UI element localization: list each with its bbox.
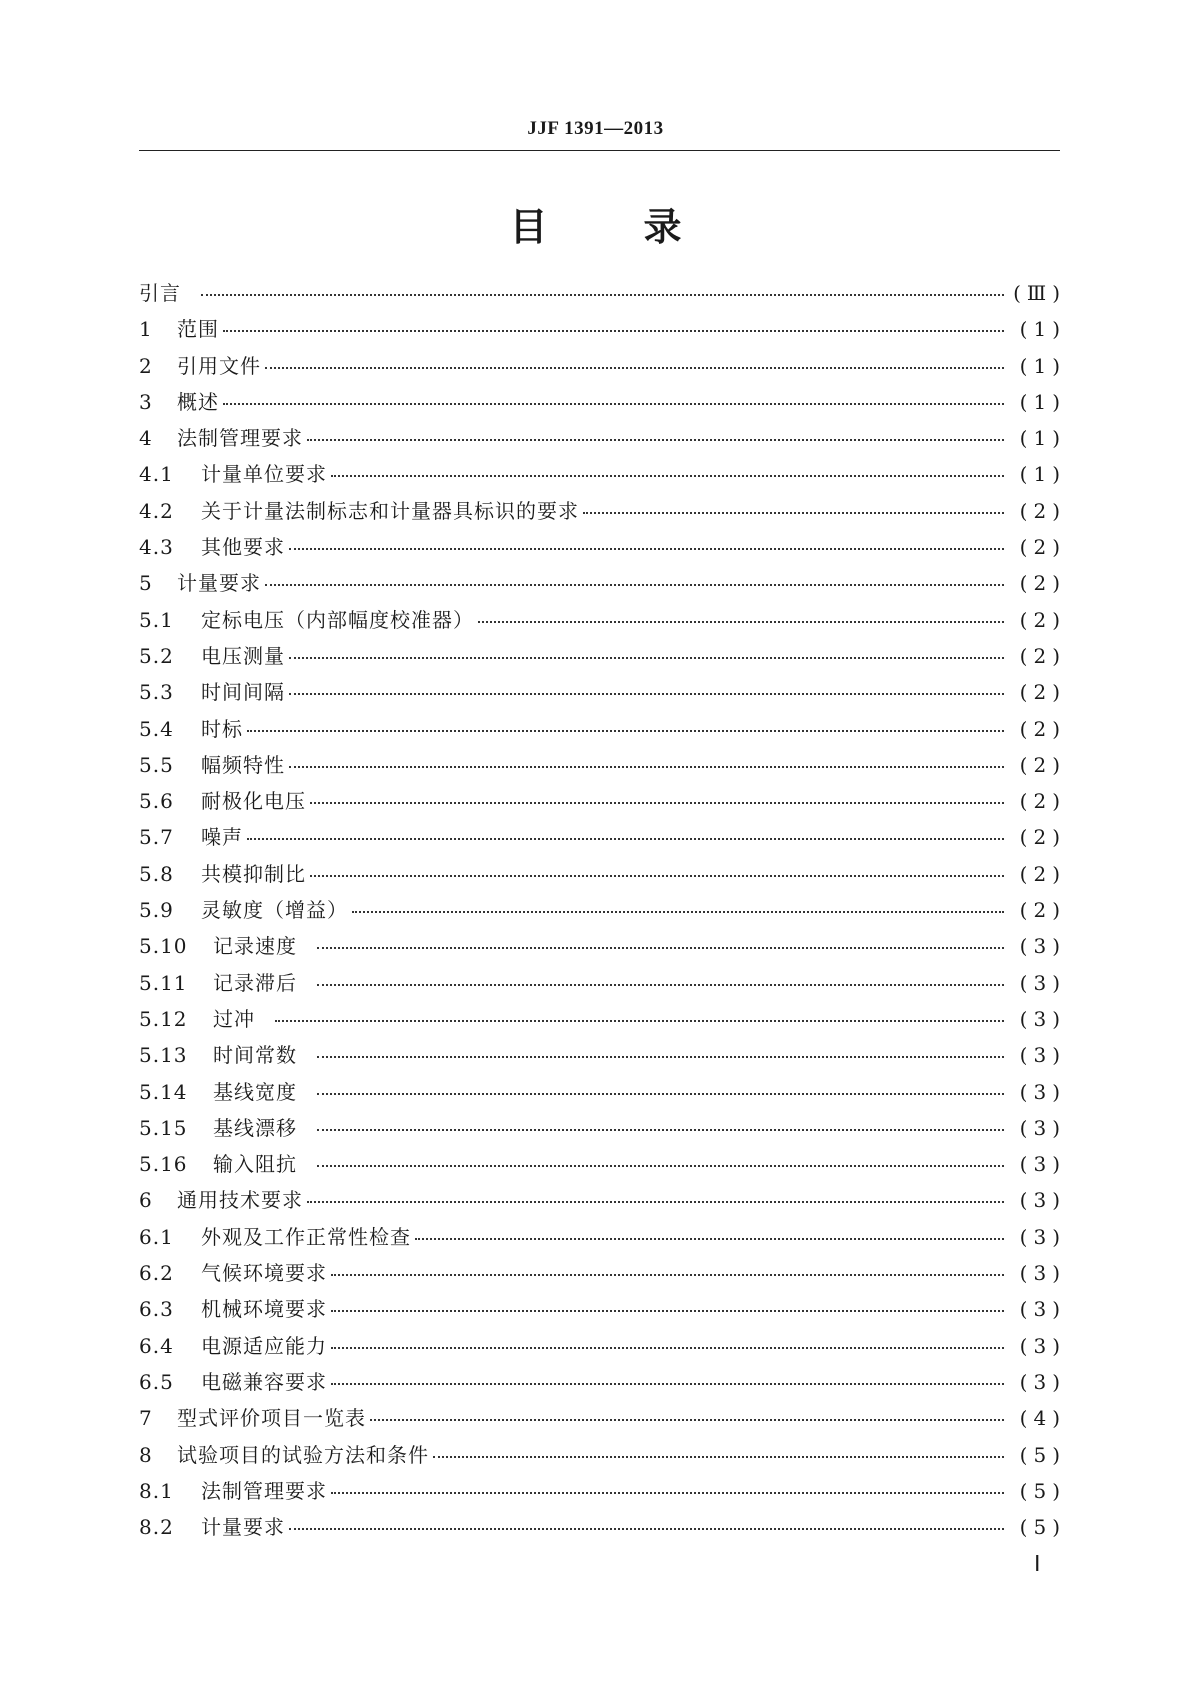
toc-dot-leader: [201, 274, 1004, 296]
toc-entry-title: 计量单位要求: [201, 462, 327, 487]
toc-entry-number: 5.12: [139, 1006, 188, 1031]
toc-entry-number: 5.6: [139, 789, 174, 814]
toc-entry-page: ( 3 ): [1019, 1079, 1060, 1104]
toc-entry[interactable]: [139, 1475, 1060, 1511]
toc-entry-title: 幅频特性: [201, 752, 285, 777]
toc-entry-title: 输入阻抗: [213, 1152, 297, 1177]
toc-entry-title: 共模抑制比: [201, 861, 306, 886]
toc-dot-leader: [370, 1399, 1004, 1421]
toc-entry-page-number: 3: [1033, 1369, 1047, 1394]
toc-dot-leader: [583, 492, 1004, 514]
toc-entry-number: 4.2: [139, 498, 174, 523]
toc-entry-number: 5.3: [139, 680, 174, 705]
toc-entry-title: 型式评价项目一览表: [177, 1406, 366, 1431]
toc-entry-page: ( 1 ): [1019, 389, 1060, 414]
toc-entry-page-number: 2: [1033, 535, 1047, 560]
toc-entry-page-number: 1: [1033, 389, 1047, 414]
toc-entry-page-number: 2: [1033, 825, 1047, 850]
toc-dot-leader: [289, 1508, 1004, 1530]
toc-entry-number: 6: [139, 1188, 153, 1213]
toc-entry-title: 电源适应能力: [201, 1333, 327, 1358]
toc-entry-number: 5.4: [139, 716, 174, 741]
toc-entry[interactable]: [139, 386, 1060, 422]
toc-entry[interactable]: [139, 1184, 1060, 1220]
toc-entry-page: ( 4 ): [1019, 1406, 1060, 1431]
toc-entry-page-number: 2: [1033, 898, 1047, 923]
toc-entry-page: ( 2 ): [1019, 607, 1060, 632]
toc-entry[interactable]: [139, 749, 1060, 785]
toc-entry-page-number: 2: [1033, 498, 1047, 523]
toc-entry[interactable]: [139, 640, 1060, 676]
toc-entry-title: 时间常数: [213, 1043, 297, 1068]
toc-dot-leader: [247, 818, 1004, 840]
toc-dot-leader: [223, 383, 1004, 405]
toc-entry-page-number: 2: [1033, 789, 1047, 814]
toc-dot-leader: [289, 528, 1004, 550]
toc-entry-page: ( 2 ): [1019, 861, 1060, 886]
page-title: [0, 196, 1191, 251]
toc-entry-page: ( 1 ): [1019, 462, 1060, 487]
toc-entry-title: 计量要求: [177, 571, 261, 596]
toc-dot-leader: [223, 310, 1004, 332]
toc-entry-number: 5.9: [139, 898, 174, 923]
toc-entry-number: 6.5: [139, 1369, 174, 1394]
toc-dot-leader: [317, 1109, 1004, 1131]
toc-entry-title: 基线漂移: [213, 1115, 297, 1140]
toc-entry[interactable]: [139, 785, 1060, 821]
toc-dot-leader: [331, 1472, 1004, 1494]
toc-entry[interactable]: [139, 567, 1060, 603]
toc-entry-number: 3: [139, 389, 153, 414]
toc-entry[interactable]: [139, 1148, 1060, 1184]
toc-entry-page: ( 5 ): [1019, 1515, 1060, 1540]
toc-entry-page: ( 3 ): [1019, 1369, 1060, 1394]
toc-entry[interactable]: [139, 894, 1060, 930]
toc-entry-page-number: 4: [1033, 1406, 1047, 1431]
toc-entry-title: 计量要求: [201, 1515, 285, 1540]
toc-entry[interactable]: [139, 1402, 1060, 1438]
toc-entry[interactable]: [139, 967, 1060, 1003]
toc-entry-title: 概述: [177, 389, 219, 414]
toc-entry-page-number: 3: [1033, 1188, 1047, 1213]
toc-entry-page: ( 3 ): [1019, 1043, 1060, 1068]
toc-entry-page: ( 3 ): [1019, 970, 1060, 995]
toc-entry-title: 过冲: [213, 1006, 255, 1031]
toc-dot-leader: [331, 1327, 1004, 1349]
toc-dot-leader: [289, 673, 1004, 695]
toc-entry-page-number: 3: [1033, 1261, 1047, 1286]
toc-dot-leader: [352, 891, 1004, 913]
toc-entry-number: 5.7: [139, 825, 174, 850]
toc-entry-title: 法制管理要求: [201, 1478, 327, 1503]
toc-entry-title: 电压测量: [201, 643, 285, 668]
toc-entry-number: 5.14: [139, 1079, 188, 1104]
toc-entry-page: ( 3 ): [1019, 1297, 1060, 1322]
toc-entry-number: 2: [139, 353, 153, 378]
toc-dot-leader: [433, 1436, 1004, 1458]
toc-entry-page: ( 2 ): [1019, 498, 1060, 523]
toc-entry-page-number: 3: [1033, 1079, 1047, 1104]
toc-entry-number: 8.1: [139, 1478, 174, 1503]
toc-dot-leader: [310, 855, 1004, 877]
toc-entry[interactable]: [139, 495, 1060, 531]
toc-entry[interactable]: [139, 422, 1060, 458]
toc-entry-page-number: 2: [1033, 643, 1047, 668]
toc-entry-title: 气候环境要求: [201, 1261, 327, 1286]
toc-entry-title: 引言: [139, 281, 181, 305]
toc-dot-leader: [331, 455, 1004, 477]
toc-entry-title: 定标电压（内部幅度校准器）: [201, 607, 474, 632]
toc-entry[interactable]: [139, 858, 1060, 894]
toc-dot-leader: [478, 601, 1004, 623]
toc-entry-page-number: 5: [1033, 1442, 1047, 1467]
toc-entry-page-number: 2: [1033, 861, 1047, 886]
toc-entry-page: ( 1 ): [1019, 317, 1060, 342]
toc-dot-leader: [331, 1290, 1004, 1312]
toc-entry-number: 8: [139, 1442, 153, 1467]
toc-entry[interactable]: [139, 277, 1060, 313]
toc-dot-leader: [310, 782, 1004, 804]
toc-entry-title: 其他要求: [201, 535, 285, 560]
toc-dot-leader: [317, 927, 1004, 949]
toc-entry-title: 法制管理要求: [177, 426, 303, 451]
toc-entry-page-number: 3: [1033, 1152, 1047, 1177]
toc-entry-number: 5.11: [139, 970, 188, 995]
toc-entry-page: ( 3 ): [1019, 1224, 1060, 1249]
toc-entry-page: ( 2 ): [1019, 535, 1060, 560]
toc-entry-page-number: 3: [1033, 1115, 1047, 1140]
toc-entry-number: 8.2: [139, 1515, 174, 1540]
toc-entry-number: 6.3: [139, 1297, 174, 1322]
header-rule: [139, 150, 1060, 151]
toc-dot-leader: [317, 1036, 1004, 1058]
toc-dot-leader: [317, 964, 1004, 986]
toc-entry-page: ( 5 ): [1019, 1478, 1060, 1503]
toc-entry-number: 7: [139, 1406, 153, 1431]
toc-entry[interactable]: [139, 676, 1060, 712]
toc-entry-page-number: 3: [1033, 1224, 1047, 1249]
toc-entry-number: 5.5: [139, 752, 174, 777]
toc-entry-number: 6.1: [139, 1224, 174, 1249]
toc-entry-page-number: Ⅲ: [1026, 281, 1047, 305]
toc-entry-page-number: 2: [1033, 571, 1047, 596]
toc-entry-page-number: 3: [1033, 1333, 1047, 1358]
toc-entry-number: 5.16: [139, 1152, 188, 1177]
toc-entry[interactable]: [139, 1221, 1060, 1257]
toc-entry-page: ( 1 ): [1019, 353, 1060, 378]
toc-dot-leader: [331, 1254, 1004, 1276]
toc-entry-page: ( Ⅲ ): [1013, 281, 1060, 305]
toc-entry-title: 记录速度: [213, 934, 297, 959]
title-char-1: 目: [509, 205, 548, 249]
toc-entry-title: 关于计量法制标志和计量器具标识的要求: [201, 498, 579, 523]
toc-entry-title: 记录滞后: [213, 970, 297, 995]
toc-entry-page: ( 2 ): [1019, 825, 1060, 850]
toc-entry-title: 噪声: [201, 825, 243, 850]
toc-entry-page: ( 2 ): [1019, 752, 1060, 777]
toc-entry-number: 4: [139, 426, 153, 451]
toc-entry-page-number: 2: [1033, 716, 1047, 741]
toc-entry-page-number: 5: [1033, 1478, 1047, 1503]
toc-entry-page-number: 1: [1033, 462, 1047, 487]
toc-entry-title: 时标: [201, 716, 243, 741]
toc-entry-page-number: 3: [1033, 970, 1047, 995]
toc-entry-page-number: 2: [1033, 752, 1047, 777]
toc-dot-leader: [275, 1000, 1004, 1022]
toc-entry[interactable]: [139, 350, 1060, 386]
toc-entry[interactable]: [139, 1293, 1060, 1329]
toc-entry-page-number: 2: [1033, 607, 1047, 632]
toc-entry-page-number: 3: [1033, 934, 1047, 959]
toc-entry-page: ( 3 ): [1019, 1333, 1060, 1358]
toc-entry-page: ( 1 ): [1019, 426, 1060, 451]
toc-dot-leader: [265, 347, 1004, 369]
toc-entry-page: ( 2 ): [1019, 898, 1060, 923]
toc-entry[interactable]: [139, 1003, 1060, 1039]
toc-entry[interactable]: [139, 1511, 1060, 1547]
toc-entry-page-number: 5: [1033, 1515, 1047, 1540]
table-of-contents: [139, 277, 1060, 1547]
toc-entry-title: 范围: [177, 317, 219, 342]
toc-entry-number: 6.4: [139, 1333, 174, 1358]
toc-entry-title: 基线宽度: [213, 1079, 297, 1104]
toc-entry-number: 5: [139, 571, 153, 596]
toc-entry[interactable]: [139, 313, 1060, 349]
toc-entry-page-number: 1: [1033, 353, 1047, 378]
toc-entry-number: 6.2: [139, 1261, 174, 1286]
toc-entry-page: ( 3 ): [1019, 1188, 1060, 1213]
toc-entry-page-number: 1: [1033, 426, 1047, 451]
toc-entry-number: 5.10: [139, 934, 188, 959]
toc-entry-number: 5.8: [139, 861, 174, 886]
toc-entry-page: ( 2 ): [1019, 716, 1060, 741]
toc-entry-page: ( 5 ): [1019, 1442, 1060, 1467]
toc-entry-number: 4.1: [139, 462, 174, 487]
toc-entry-title: 机械环境要求: [201, 1297, 327, 1322]
toc-entry[interactable]: [139, 821, 1060, 857]
toc-dot-leader: [307, 419, 1004, 441]
toc-entry-title: 灵敏度（增益）: [201, 898, 348, 923]
toc-entry-title: 时间间隔: [201, 680, 285, 705]
toc-dot-leader: [317, 1073, 1004, 1095]
toc-entry-number: 5.1: [139, 607, 174, 632]
toc-entry[interactable]: [139, 1439, 1060, 1475]
toc-dot-leader: [331, 1363, 1004, 1385]
toc-dot-leader: [307, 1181, 1004, 1203]
toc-entry-page-number: 2: [1033, 680, 1047, 705]
toc-entry[interactable]: [139, 458, 1060, 494]
toc-dot-leader: [265, 564, 1004, 586]
toc-entry-page: ( 3 ): [1019, 934, 1060, 959]
toc-dot-leader: [415, 1218, 1004, 1240]
toc-entry[interactable]: [139, 1112, 1060, 1148]
toc-entry[interactable]: [139, 1039, 1060, 1075]
toc-entry-title: 试验项目的试验方法和条件: [177, 1442, 429, 1467]
toc-dot-leader: [289, 746, 1004, 768]
toc-entry-title: 外观及工作正常性检查: [201, 1224, 411, 1249]
toc-entry-page: ( 2 ): [1019, 680, 1060, 705]
toc-entry-page: ( 3 ): [1019, 1261, 1060, 1286]
toc-entry-page-number: 3: [1033, 1297, 1047, 1322]
title-char-2: 录: [643, 205, 682, 249]
toc-entry[interactable]: [139, 930, 1060, 966]
toc-entry[interactable]: [139, 713, 1060, 749]
page-number: Ⅰ: [1034, 1551, 1041, 1576]
toc-dot-leader: [247, 710, 1004, 732]
toc-entry-page: ( 3 ): [1019, 1152, 1060, 1177]
toc-entry-page: ( 3 ): [1019, 1006, 1060, 1031]
toc-entry-number: 1: [139, 317, 153, 342]
toc-entry[interactable]: [139, 1366, 1060, 1402]
toc-entry[interactable]: [139, 1076, 1060, 1112]
toc-entry-page: ( 2 ): [1019, 789, 1060, 814]
toc-entry-page-number: 3: [1033, 1043, 1047, 1068]
toc-entry-number: 5.15: [139, 1115, 188, 1140]
toc-entry-number: 5.13: [139, 1043, 188, 1068]
toc-entry-title: 耐极化电压: [201, 789, 306, 814]
toc-entry-title: 引用文件: [177, 353, 261, 378]
toc-entry-page: ( 2 ): [1019, 571, 1060, 596]
toc-entry-page: ( 3 ): [1019, 1115, 1060, 1140]
toc-entry-page-number: 3: [1033, 1006, 1047, 1031]
toc-entry-title: 通用技术要求: [177, 1188, 303, 1213]
toc-entry-page: ( 2 ): [1019, 643, 1060, 668]
document-code: JJF 1391—2013: [527, 118, 664, 139]
toc-entry[interactable]: [139, 1330, 1060, 1366]
toc-entry-page-number: 1: [1033, 317, 1047, 342]
toc-entry-number: 5.2: [139, 643, 174, 668]
toc-entry-number: 4.3: [139, 535, 174, 560]
toc-dot-leader: [317, 1145, 1004, 1167]
toc-entry[interactable]: [139, 1257, 1060, 1293]
toc-entry[interactable]: [139, 531, 1060, 567]
toc-entry-title: 电磁兼容要求: [201, 1369, 327, 1394]
toc-dot-leader: [289, 637, 1004, 659]
toc-entry[interactable]: [139, 604, 1060, 640]
